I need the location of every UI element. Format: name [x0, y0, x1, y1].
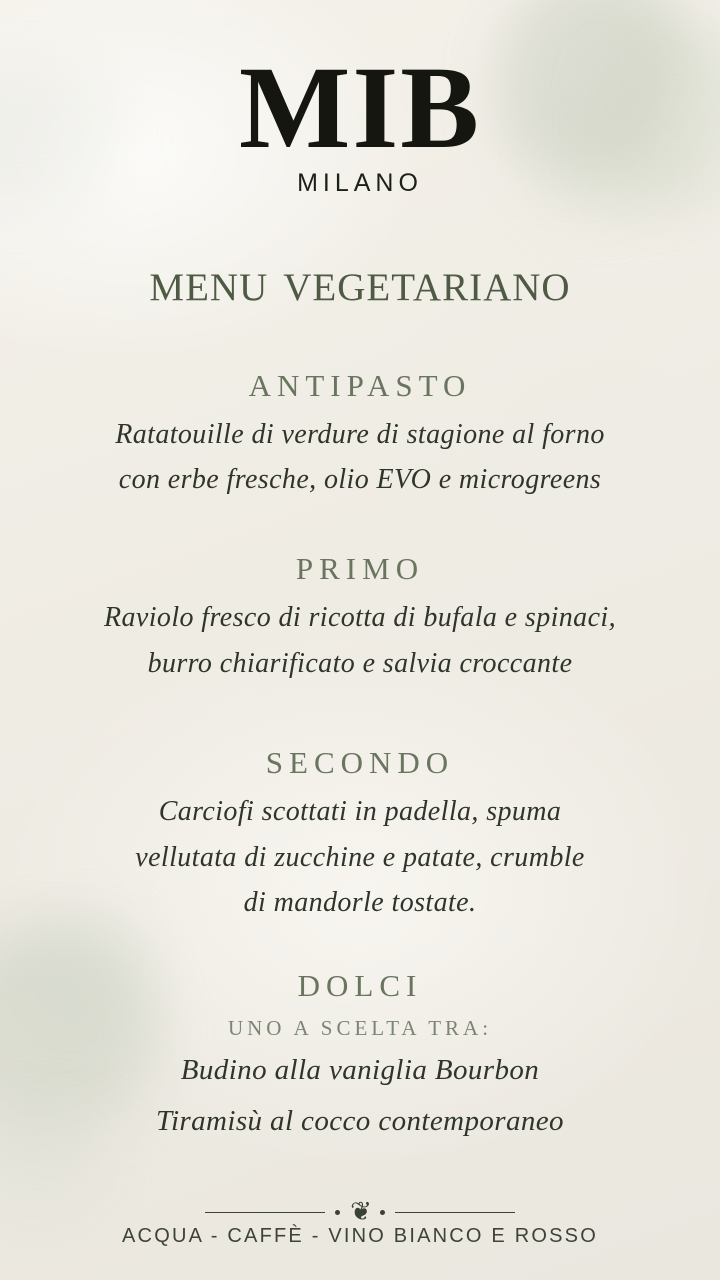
section-heading-antipasto: ANTIPASTO [248, 367, 472, 403]
ornamental-divider [36, 1197, 684, 1228]
brand-location: MILANO [297, 168, 423, 197]
brand-logo: MIB [239, 42, 481, 173]
dish-line: burro chiarificato e salvia croccante [147, 647, 573, 679]
dish-line: Raviolo fresco di ricotta di bufala e spinaci, [104, 602, 616, 634]
section-heading-secondo: SECONDO [265, 744, 455, 780]
section-dolci [36, 968, 684, 1141]
dish-line: Carciofi scottati in padella, spuma [158, 795, 562, 827]
divider-dot-left [335, 1210, 340, 1215]
section-antipasto [36, 368, 684, 500]
footer-beverages: ACQUA - CAFFÈ - VINO BIANCO E ROSSO [122, 1225, 598, 1248]
dish-line: Tiramisù al cocco contemporaneo [156, 1105, 564, 1138]
section-primo [36, 551, 684, 683]
dish-line: di mandorle tostate. [243, 887, 477, 919]
divider-dot-right [380, 1210, 385, 1215]
flourish-icon: ❦ [350, 1197, 370, 1228]
divider-rule-right [395, 1212, 515, 1213]
divider-rule-left [205, 1212, 325, 1213]
dish-line: Ratatouille di verdure di stagione al forno [115, 418, 605, 450]
page-title: menu vegetariano [149, 250, 571, 313]
dish-line: Budino alla vaniglia Bourbon [180, 1054, 540, 1087]
dish-line: vellutata di zucchine e patate, crumble [135, 841, 585, 873]
section-subheading-dolci: UNO A SCELTA TRA: [227, 1016, 493, 1041]
section-secondo [36, 745, 684, 922]
section-heading-primo: PRIMO [295, 551, 425, 587]
section-heading-dolci: DOLCI [297, 968, 423, 1004]
dish-line: con erbe fresche, olio EVO e microgreens [118, 464, 602, 496]
